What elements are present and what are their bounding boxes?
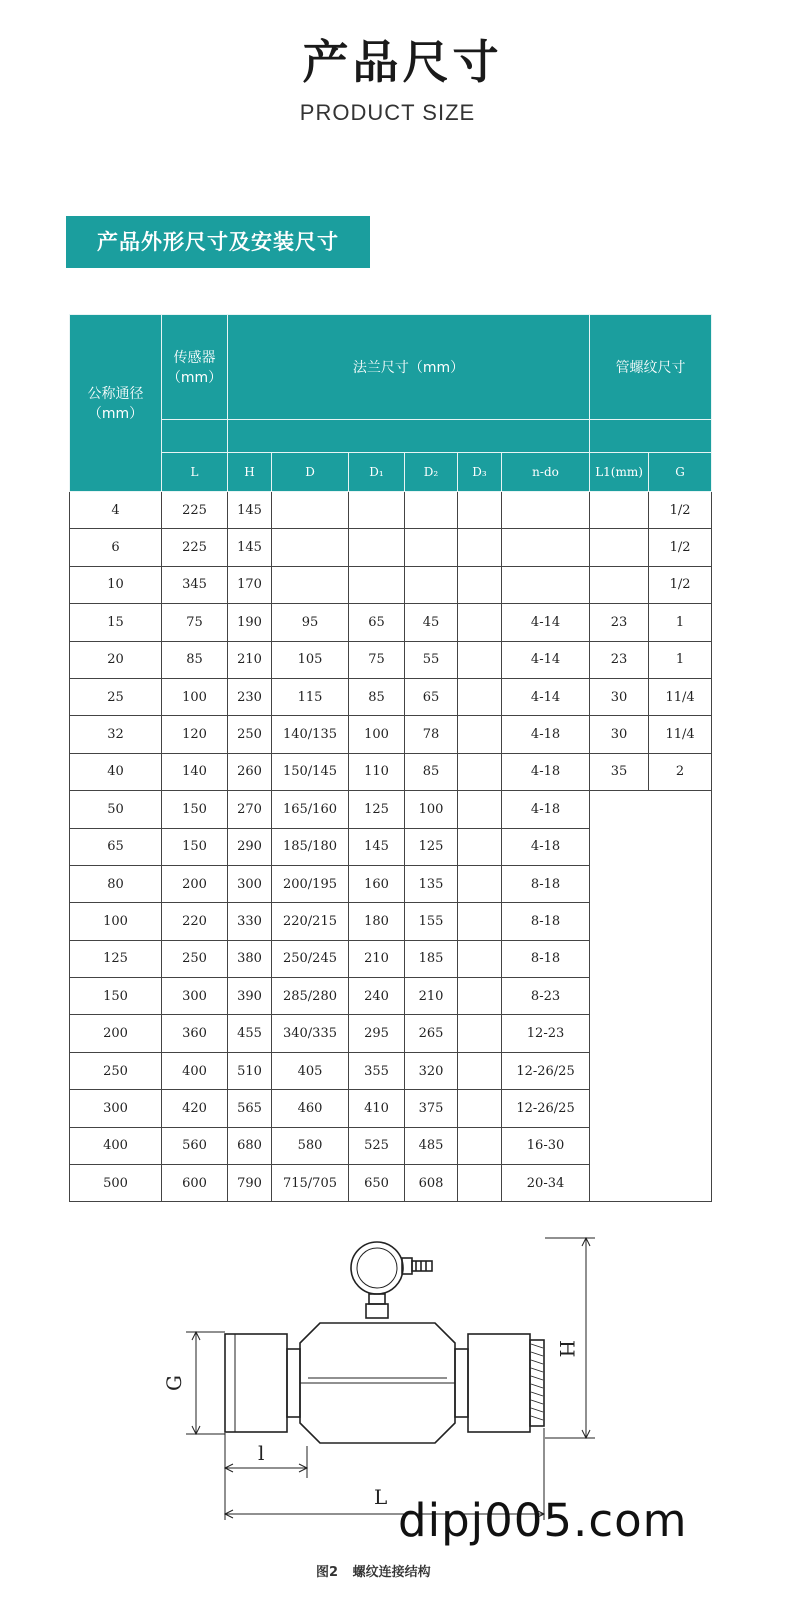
table-cell: 140/135 [272, 716, 349, 753]
col-header-D: D [272, 453, 349, 492]
table-cell: 100 [405, 791, 458, 828]
table-cell: 320 [405, 1052, 458, 1089]
table-row [70, 566, 712, 603]
table-cell: 65 [349, 604, 405, 641]
table-cell [458, 1165, 502, 1202]
table-cell: 290 [228, 828, 272, 865]
table-cell: 50 [70, 791, 162, 828]
table-cell: 405 [272, 1052, 349, 1089]
table-cell: 23 [590, 641, 649, 678]
table-cell [458, 716, 502, 753]
table-cell: 390 [228, 978, 272, 1015]
col-header-n-do: n-do [502, 453, 590, 492]
page-title: 产品尺寸 [302, 35, 503, 89]
table-cell: 340/335 [272, 1015, 349, 1052]
table-row [70, 604, 712, 641]
table-row [70, 641, 712, 678]
table-cell [590, 566, 649, 603]
table-cell: 85 [405, 753, 458, 790]
table-row [70, 529, 712, 566]
table-cell: 185/180 [272, 828, 349, 865]
header-blank [228, 420, 590, 453]
table-cell: 210 [405, 978, 458, 1015]
table-cell: 35 [590, 753, 649, 790]
table-cell: 12-26/25 [502, 1090, 590, 1127]
table-cell: 330 [228, 903, 272, 940]
table-cell [349, 566, 405, 603]
table-cell: 10 [70, 566, 162, 603]
table-cell [458, 492, 502, 529]
table-cell: 265 [405, 1015, 458, 1052]
empty-thread-area [590, 791, 712, 1202]
table-cell: 165/160 [272, 791, 349, 828]
table-cell: 80 [70, 865, 162, 902]
table-cell: 20-34 [502, 1165, 590, 1202]
table-cell: 600 [162, 1165, 228, 1202]
table-cell: 200 [70, 1015, 162, 1052]
table-cell: 150 [162, 791, 228, 828]
table-cell: 715/705 [272, 1165, 349, 1202]
table-cell: 295 [349, 1015, 405, 1052]
table-cell: 375 [405, 1090, 458, 1127]
table-cell: 85 [162, 641, 228, 678]
table-cell: 145 [349, 828, 405, 865]
table-cell: 95 [272, 604, 349, 641]
table-cell: 160 [349, 865, 405, 902]
header-flange: 法兰尺寸（mm） [228, 315, 590, 420]
label-H: H [555, 1340, 579, 1358]
table-cell: 240 [349, 978, 405, 1015]
table-cell: 30 [590, 678, 649, 715]
table-row [70, 716, 712, 753]
table-cell [458, 978, 502, 1015]
table-cell: 75 [162, 604, 228, 641]
table-cell: 2 [649, 753, 712, 790]
table-cell: 110 [349, 753, 405, 790]
table-cell: 125 [70, 940, 162, 977]
table-cell [502, 529, 590, 566]
section-banner: 产品外形尺寸及安装尺寸 [66, 216, 370, 268]
table-cell: 100 [162, 678, 228, 715]
table-cell: 220 [162, 903, 228, 940]
table-cell: 150 [70, 978, 162, 1015]
table-cell [405, 529, 458, 566]
table-cell: 200 [162, 865, 228, 902]
col-header-D1: D₁ [349, 453, 405, 492]
table-cell [458, 529, 502, 566]
table-cell: 220/215 [272, 903, 349, 940]
label-L: L [374, 1485, 388, 1509]
table-cell: 500 [70, 1165, 162, 1202]
table-cell: 1 [649, 604, 712, 641]
table-cell: 790 [228, 1165, 272, 1202]
table-cell [349, 529, 405, 566]
col-header-D2: D₂ [405, 453, 458, 492]
table-cell: 608 [405, 1165, 458, 1202]
table-cell: 115 [272, 678, 349, 715]
table-cell: 25 [70, 678, 162, 715]
table-cell: 455 [228, 1015, 272, 1052]
table-cell: 525 [349, 1127, 405, 1164]
table-cell: 105 [272, 641, 349, 678]
table-cell: 200/195 [272, 865, 349, 902]
table-cell: 145 [228, 492, 272, 529]
table-cell: 140 [162, 753, 228, 790]
table-cell: 150/145 [272, 753, 349, 790]
table-cell: 8-18 [502, 940, 590, 977]
table-cell: 8-18 [502, 903, 590, 940]
dimension-table [69, 314, 712, 1202]
table-cell: 1 [649, 641, 712, 678]
table-cell: 355 [349, 1052, 405, 1089]
figure-caption-text: 螺纹连接结构 [352, 1565, 431, 1580]
table-cell: 510 [228, 1052, 272, 1089]
table-cell: 250 [70, 1052, 162, 1089]
header-blank [590, 420, 712, 453]
table-cell: 4-18 [502, 828, 590, 865]
table-cell [349, 492, 405, 529]
table-cell [405, 492, 458, 529]
table-cell: 6 [70, 529, 162, 566]
table-cell: 560 [162, 1127, 228, 1164]
table-cell: 4-14 [502, 641, 590, 678]
table-cell [458, 1127, 502, 1164]
table-cell: 190 [228, 604, 272, 641]
table-row [70, 791, 712, 828]
header-thread: 管螺纹尺寸 [590, 315, 712, 420]
header-blank [162, 420, 228, 453]
table-cell: 460 [272, 1090, 349, 1127]
table-cell [458, 865, 502, 902]
table-cell [272, 566, 349, 603]
table-cell: 125 [349, 791, 405, 828]
header-sensor: 传感器（mm） [162, 315, 228, 420]
table-cell: 45 [405, 604, 458, 641]
table-cell: 65 [70, 828, 162, 865]
table-row [70, 678, 712, 715]
table-cell: 23 [590, 604, 649, 641]
table-cell [458, 1052, 502, 1089]
table-cell: 11/4 [649, 678, 712, 715]
table-cell [458, 791, 502, 828]
table-cell: 8-18 [502, 865, 590, 902]
table-cell: 55 [405, 641, 458, 678]
table-cell: 4 [70, 492, 162, 529]
table-cell: 210 [349, 940, 405, 977]
table-cell: 4-18 [502, 791, 590, 828]
table-cell: 4-14 [502, 678, 590, 715]
table-cell: 120 [162, 716, 228, 753]
gauge-icon [351, 1242, 403, 1294]
table-cell: 345 [162, 566, 228, 603]
table-cell: 40 [70, 753, 162, 790]
col-header-G: G [649, 453, 712, 492]
table-cell: 100 [349, 716, 405, 753]
table-cell [590, 492, 649, 529]
table-cell: 300 [228, 865, 272, 902]
table-cell [458, 604, 502, 641]
table-cell: 285/280 [272, 978, 349, 1015]
col-header-D3: D₃ [458, 453, 502, 492]
table-cell: 135 [405, 865, 458, 902]
table-cell: 78 [405, 716, 458, 753]
table-cell: 230 [228, 678, 272, 715]
table-cell: 170 [228, 566, 272, 603]
table-cell: 680 [228, 1127, 272, 1164]
table-cell: 11/4 [649, 716, 712, 753]
table-cell: 15 [70, 604, 162, 641]
table-cell: 565 [228, 1090, 272, 1127]
table-cell: 75 [349, 641, 405, 678]
table-cell: 300 [162, 978, 228, 1015]
watermark: dipj005.com [398, 1494, 688, 1547]
table-cell: 20 [70, 641, 162, 678]
table-cell [458, 641, 502, 678]
table-cell: 180 [349, 903, 405, 940]
table-cell: 300 [70, 1090, 162, 1127]
table-cell: 12-26/25 [502, 1052, 590, 1089]
table-cell: 1/2 [649, 566, 712, 603]
table-cell [458, 903, 502, 940]
header-nominal-diameter: 公称通径（mm） [70, 315, 162, 492]
table-cell: 400 [70, 1127, 162, 1164]
table-cell: 250 [228, 716, 272, 753]
table-cell: 225 [162, 529, 228, 566]
col-header-H: H [228, 453, 272, 492]
table-cell [272, 492, 349, 529]
table-cell: 580 [272, 1127, 349, 1164]
table-cell [405, 566, 458, 603]
table-cell: 650 [349, 1165, 405, 1202]
table-cell [590, 529, 649, 566]
table-cell: 210 [228, 641, 272, 678]
table-row [70, 753, 712, 790]
table-cell: 270 [228, 791, 272, 828]
table-cell [458, 1015, 502, 1052]
table-cell: 485 [405, 1127, 458, 1164]
label-l: l [258, 1441, 265, 1465]
table-cell: 16-30 [502, 1127, 590, 1164]
table-cell [458, 678, 502, 715]
table-cell: 65 [405, 678, 458, 715]
table-cell: 400 [162, 1052, 228, 1089]
table-body [70, 492, 712, 1202]
table-cell: 250 [162, 940, 228, 977]
table-cell: 8-23 [502, 978, 590, 1015]
table-cell: 100 [70, 903, 162, 940]
threaded-connection-drawing [150, 1228, 610, 1528]
figure-caption-number: 图2 [316, 1565, 339, 1580]
table-cell: 250/245 [272, 940, 349, 977]
col-header-L1: L1(mm) [590, 453, 649, 492]
table-cell: 4-14 [502, 604, 590, 641]
table-cell: 145 [228, 529, 272, 566]
table-cell: 150 [162, 828, 228, 865]
table-cell: 1/2 [649, 529, 712, 566]
page-subtitle: PRODUCT SIZE [299, 100, 476, 125]
table-cell: 420 [162, 1090, 228, 1127]
table-cell: 380 [228, 940, 272, 977]
table-cell [502, 492, 590, 529]
table-cell [458, 753, 502, 790]
table-cell: 1/2 [649, 492, 712, 529]
table-cell: 32 [70, 716, 162, 753]
table-cell: 260 [228, 753, 272, 790]
table-cell: 360 [162, 1015, 228, 1052]
table-cell [458, 1090, 502, 1127]
table-cell [458, 940, 502, 977]
table-cell: 4-18 [502, 716, 590, 753]
table-cell: 185 [405, 940, 458, 977]
label-G: G [162, 1375, 186, 1391]
table-cell: 4-18 [502, 753, 590, 790]
table-cell: 30 [590, 716, 649, 753]
table-cell: 225 [162, 492, 228, 529]
table-row [70, 492, 712, 529]
table-cell: 125 [405, 828, 458, 865]
table-cell: 85 [349, 678, 405, 715]
table-cell [502, 566, 590, 603]
table-cell [272, 529, 349, 566]
table-cell: 155 [405, 903, 458, 940]
table-cell: 12-23 [502, 1015, 590, 1052]
table-cell: 410 [349, 1090, 405, 1127]
table-cell [458, 828, 502, 865]
table-cell [458, 566, 502, 603]
col-header-L: L [162, 453, 228, 492]
